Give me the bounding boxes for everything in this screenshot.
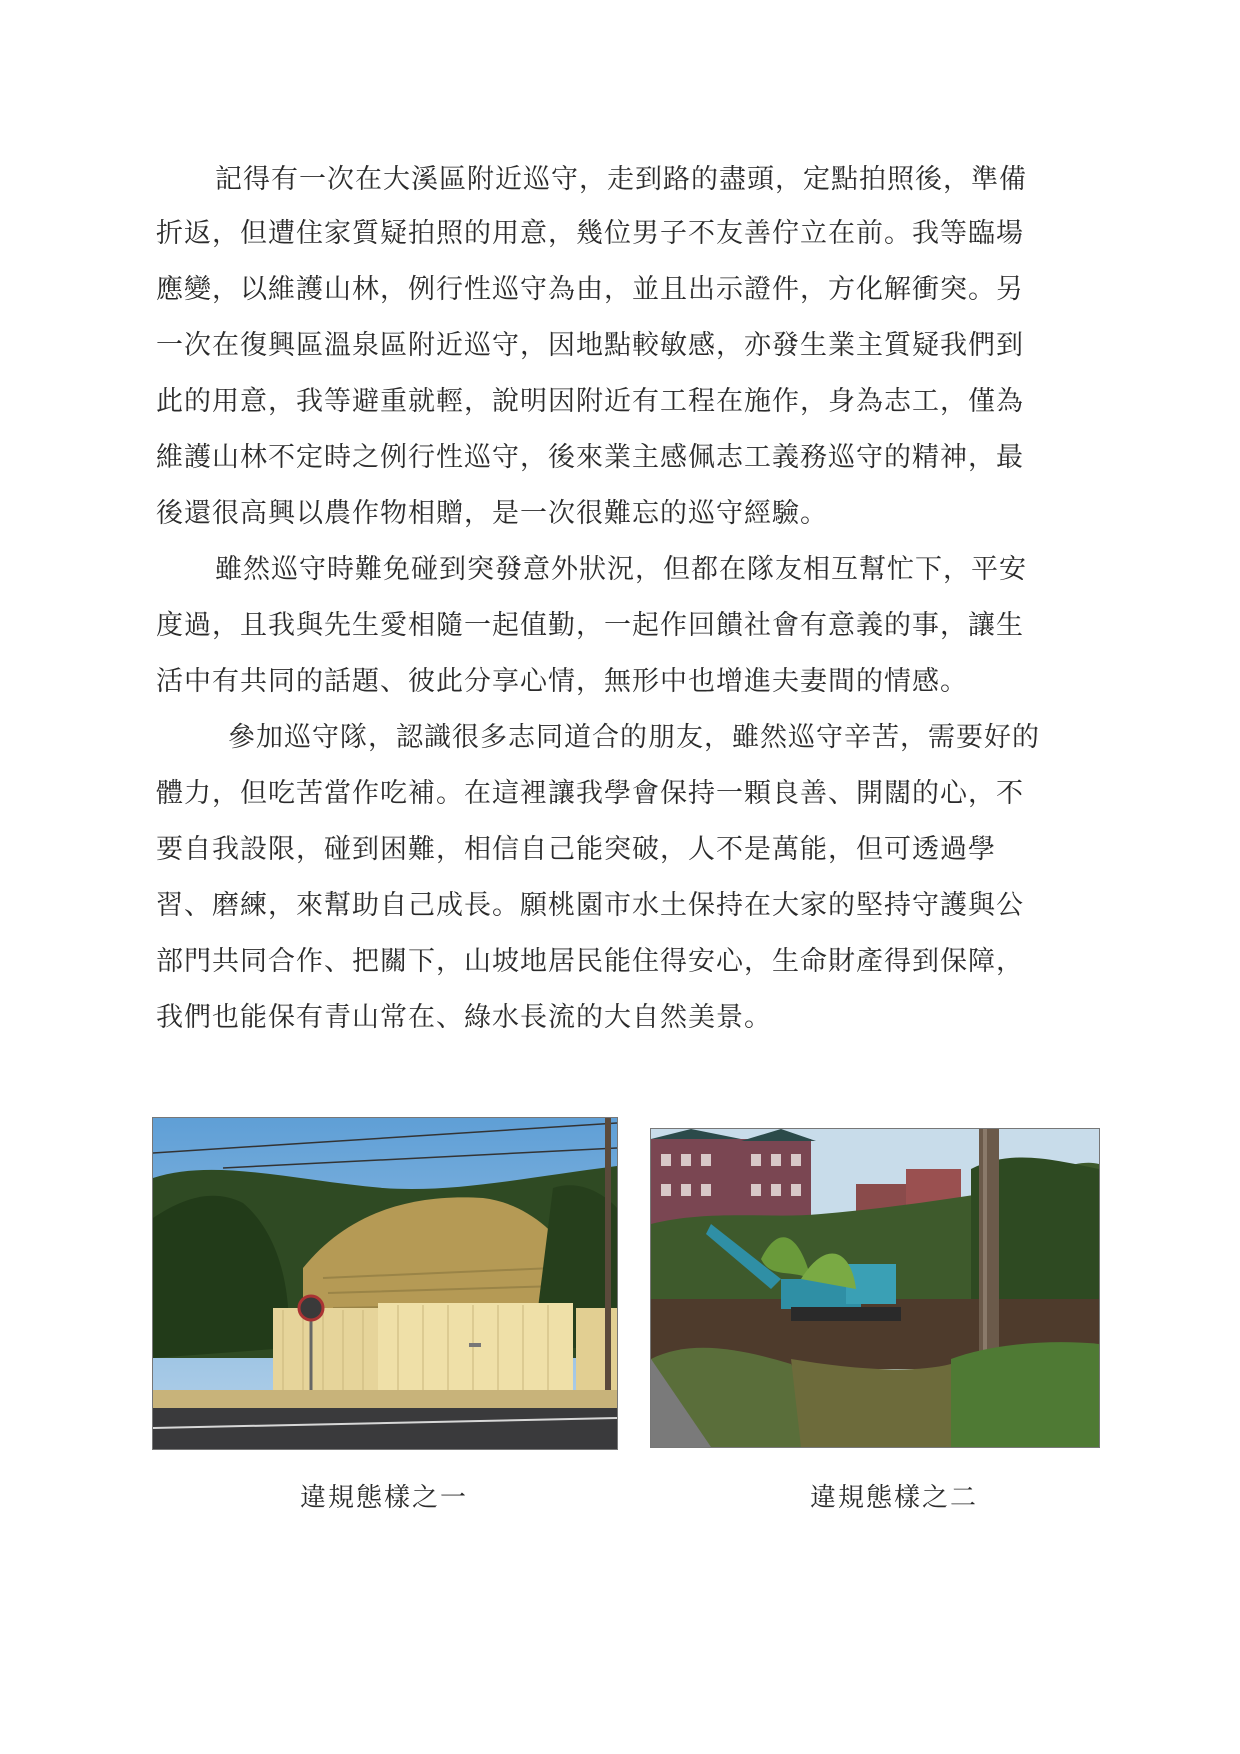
paragraph-1-line-2: 折返，但遭住家質疑拍照的用意，幾位男子不友善佇立在前。我等臨場	[156, 218, 1024, 249]
photo-violation-2-image	[651, 1129, 1099, 1447]
paragraph-3-line-3: 要自我設限，碰到困難，相信自己能突破，人不是萬能，但可透過學	[156, 834, 996, 865]
paragraph-3-line-2: 體力，但吃苦當作吃補。在這裡讓我學會保持一顆良善、開闊的心，不	[156, 778, 1024, 809]
photo-violation-1	[152, 1117, 618, 1450]
paragraph-1-line-6: 維護山林不定時之例行性巡守，後來業主感佩志工義務巡守的精神，最	[156, 442, 1024, 473]
paragraph-3-line-6: 我們也能保有青山常在、綠水長流的大自然美景。	[156, 1002, 772, 1033]
photo-violation-1-image	[153, 1118, 617, 1449]
paragraph-2-line-2: 度過，且我與先生愛相隨一起值勤，一起作回饋社會有意義的事，讓生	[156, 610, 1024, 641]
photo-caption-1: 違規態樣之一	[299, 1483, 468, 1513]
paragraph-1-line-3: 應變，以維護山林，例行性巡守為由，並且出示證件，方化解衝突。另	[156, 274, 1024, 305]
paragraph-3-line-4: 習、磨練，來幫助自己成長。願桃園市水土保持在大家的堅持守護與公	[156, 890, 1024, 921]
photo-violation-2	[650, 1128, 1100, 1448]
paragraph-1-line-1: 記得有一次在大溪區附近巡守，走到路的盡頭，定點拍照後，準備	[215, 164, 1027, 195]
paragraph-2-line-3: 活中有共同的話題、彼此分享心情，無形中也增進夫妻間的情感。	[156, 666, 968, 697]
paragraph-1-line-5: 此的用意，我等避重就輕，說明因附近有工程在施作，身為志工，僅為	[156, 386, 1024, 417]
paragraph-1-line-4: 一次在復興區溫泉區附近巡守，因地點較敏感，亦發生業主質疑我們到	[156, 330, 1024, 361]
paragraph-3-line-1: 參加巡守隊，認識很多志同道合的朋友，雖然巡守辛苦，需要好的	[228, 722, 1040, 753]
photo-caption-2: 違規態樣之二	[809, 1483, 978, 1513]
paragraph-3-line-5: 部門共同合作、把關下，山坡地居民能住得安心，生命財產得到保障，	[156, 946, 1024, 977]
paragraph-2-line-1: 雖然巡守時難免碰到突發意外狀況，但都在隊友相互幫忙下，平安	[215, 554, 1027, 585]
paragraph-1-line-7: 後還很高興以農作物相贈，是一次很難忘的巡守經驗。	[156, 498, 828, 529]
